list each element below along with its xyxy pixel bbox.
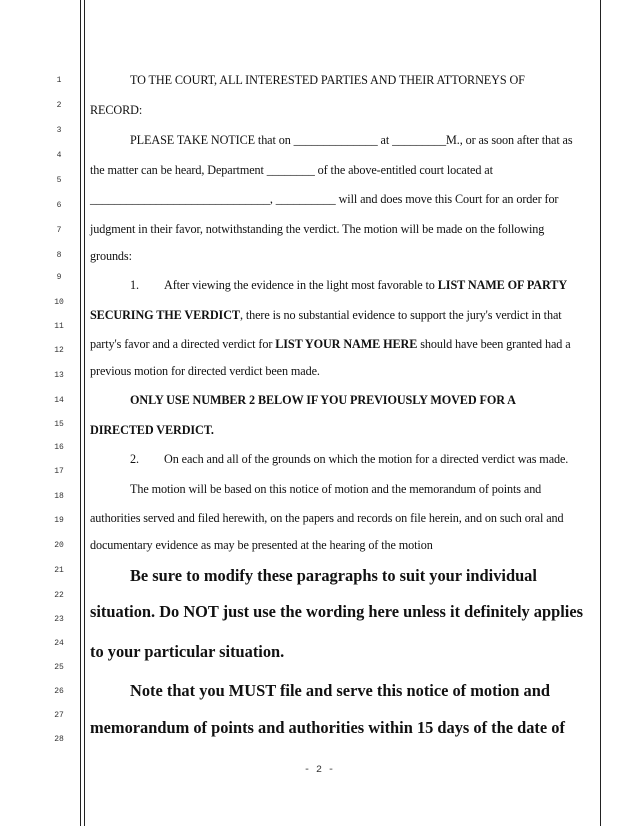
your-name-placeholder: LIST YOUR NAME HERE: [275, 337, 418, 351]
line-number: 15: [54, 420, 64, 429]
item-number: 1.: [130, 278, 139, 292]
instruction-line: [130, 393, 598, 408]
line-number: 4: [56, 151, 62, 160]
line-number: 26: [54, 687, 64, 696]
instruction-line: [90, 423, 598, 438]
line-number: 16: [54, 443, 64, 452]
body-line: the matter can be heard, Department ________ of the above-entitled court located at: [90, 163, 493, 177]
numbered-item-2: [130, 452, 598, 467]
item-text: should have been granted had a: [417, 337, 571, 351]
line-number: 17: [54, 467, 64, 476]
line-number: 5: [56, 176, 62, 185]
body-line: judgment in their favor, notwithstanding the verdict. The motion will be made on the following: [90, 222, 545, 236]
body-line: ______________________________, __________ will and does move this Court for an order for: [90, 192, 559, 206]
line-number: 11: [54, 322, 64, 331]
party-name-placeholder: LIST NAME OF PARTY: [437, 278, 568, 292]
instruction-text: DIRECTED VERDICT.: [90, 423, 214, 437]
line-number: 28: [54, 735, 64, 744]
body-line: grounds:: [90, 249, 132, 263]
body-line: [90, 308, 598, 323]
body-line: authorities served and filed herewith, on the papers and records on file herein, and on such oral and: [90, 511, 564, 525]
line-number: 21: [54, 566, 64, 575]
line-number: 13: [54, 371, 64, 380]
body-line: TO THE COURT, ALL INTERESTED PARTIES AND THEIR ATTORNEYS OF: [130, 73, 525, 87]
body-line: The motion will be based on this notice of motion and the memorandum of points and: [130, 482, 542, 496]
line-number: 10: [54, 298, 64, 307]
left-margin-rule-inner: [84, 0, 85, 826]
line-number: 2: [56, 101, 62, 110]
line-number: 22: [54, 591, 64, 600]
body-line: previous motion for directed verdict been made.: [90, 364, 320, 378]
instruction-note: memorandum of points and authorities within 15 days of the date of: [90, 718, 565, 737]
instruction-note: to your particular situation.: [90, 642, 285, 661]
body-line: [90, 337, 598, 352]
line-number: 19: [54, 516, 64, 525]
body-line: documentary evidence as may be presented at the hearing of the motion: [90, 538, 433, 552]
item-number: 2.: [130, 452, 139, 466]
line-number: 25: [54, 663, 64, 672]
item-text: On each and all of the grounds on which the motion for a directed verdict was made.: [164, 452, 569, 466]
line-number: 23: [54, 615, 64, 624]
line-number: 27: [54, 711, 64, 720]
instruction-text: ONLY USE NUMBER 2 BELOW IF YOU PREVIOUSLY MOVED FOR A: [130, 393, 516, 407]
line-number: 7: [56, 226, 62, 235]
line-number: 14: [54, 396, 64, 405]
line-number: 24: [54, 639, 64, 648]
line-number: 6: [56, 201, 62, 210]
page-number: - 2 -: [303, 765, 334, 776]
right-margin-rule: [600, 0, 601, 826]
item-text: party's favor and a directed verdict for: [90, 337, 276, 351]
line-number: 12: [54, 346, 64, 355]
line-number: 18: [54, 492, 64, 501]
item-text: After viewing the evidence in the light most favorable to: [164, 278, 438, 292]
line-number: 20: [54, 541, 64, 550]
body-line: RECORD:: [90, 103, 143, 117]
numbered-item-1: [130, 278, 598, 293]
line-number: 1: [56, 76, 62, 85]
instruction-note: Note that you MUST file and serve this notice of motion and: [130, 681, 550, 700]
item-text: , there is no substantial evidence to support the jury's verdict in that: [239, 308, 562, 322]
left-margin-rule: [80, 0, 81, 826]
line-number: 8: [56, 251, 62, 260]
line-number: 3: [56, 126, 62, 135]
line-number: 9: [56, 273, 62, 282]
instruction-note: Be sure to modify these paragraphs to suit your individual: [130, 566, 537, 585]
body-line: PLEASE TAKE NOTICE that on ______________ at _________M., or as soon after that as: [130, 133, 573, 147]
instruction-note: situation. Do NOT just use the wording here unless it definitely applies: [90, 602, 583, 621]
party-name-placeholder: SECURING THE VERDICT: [90, 308, 240, 322]
